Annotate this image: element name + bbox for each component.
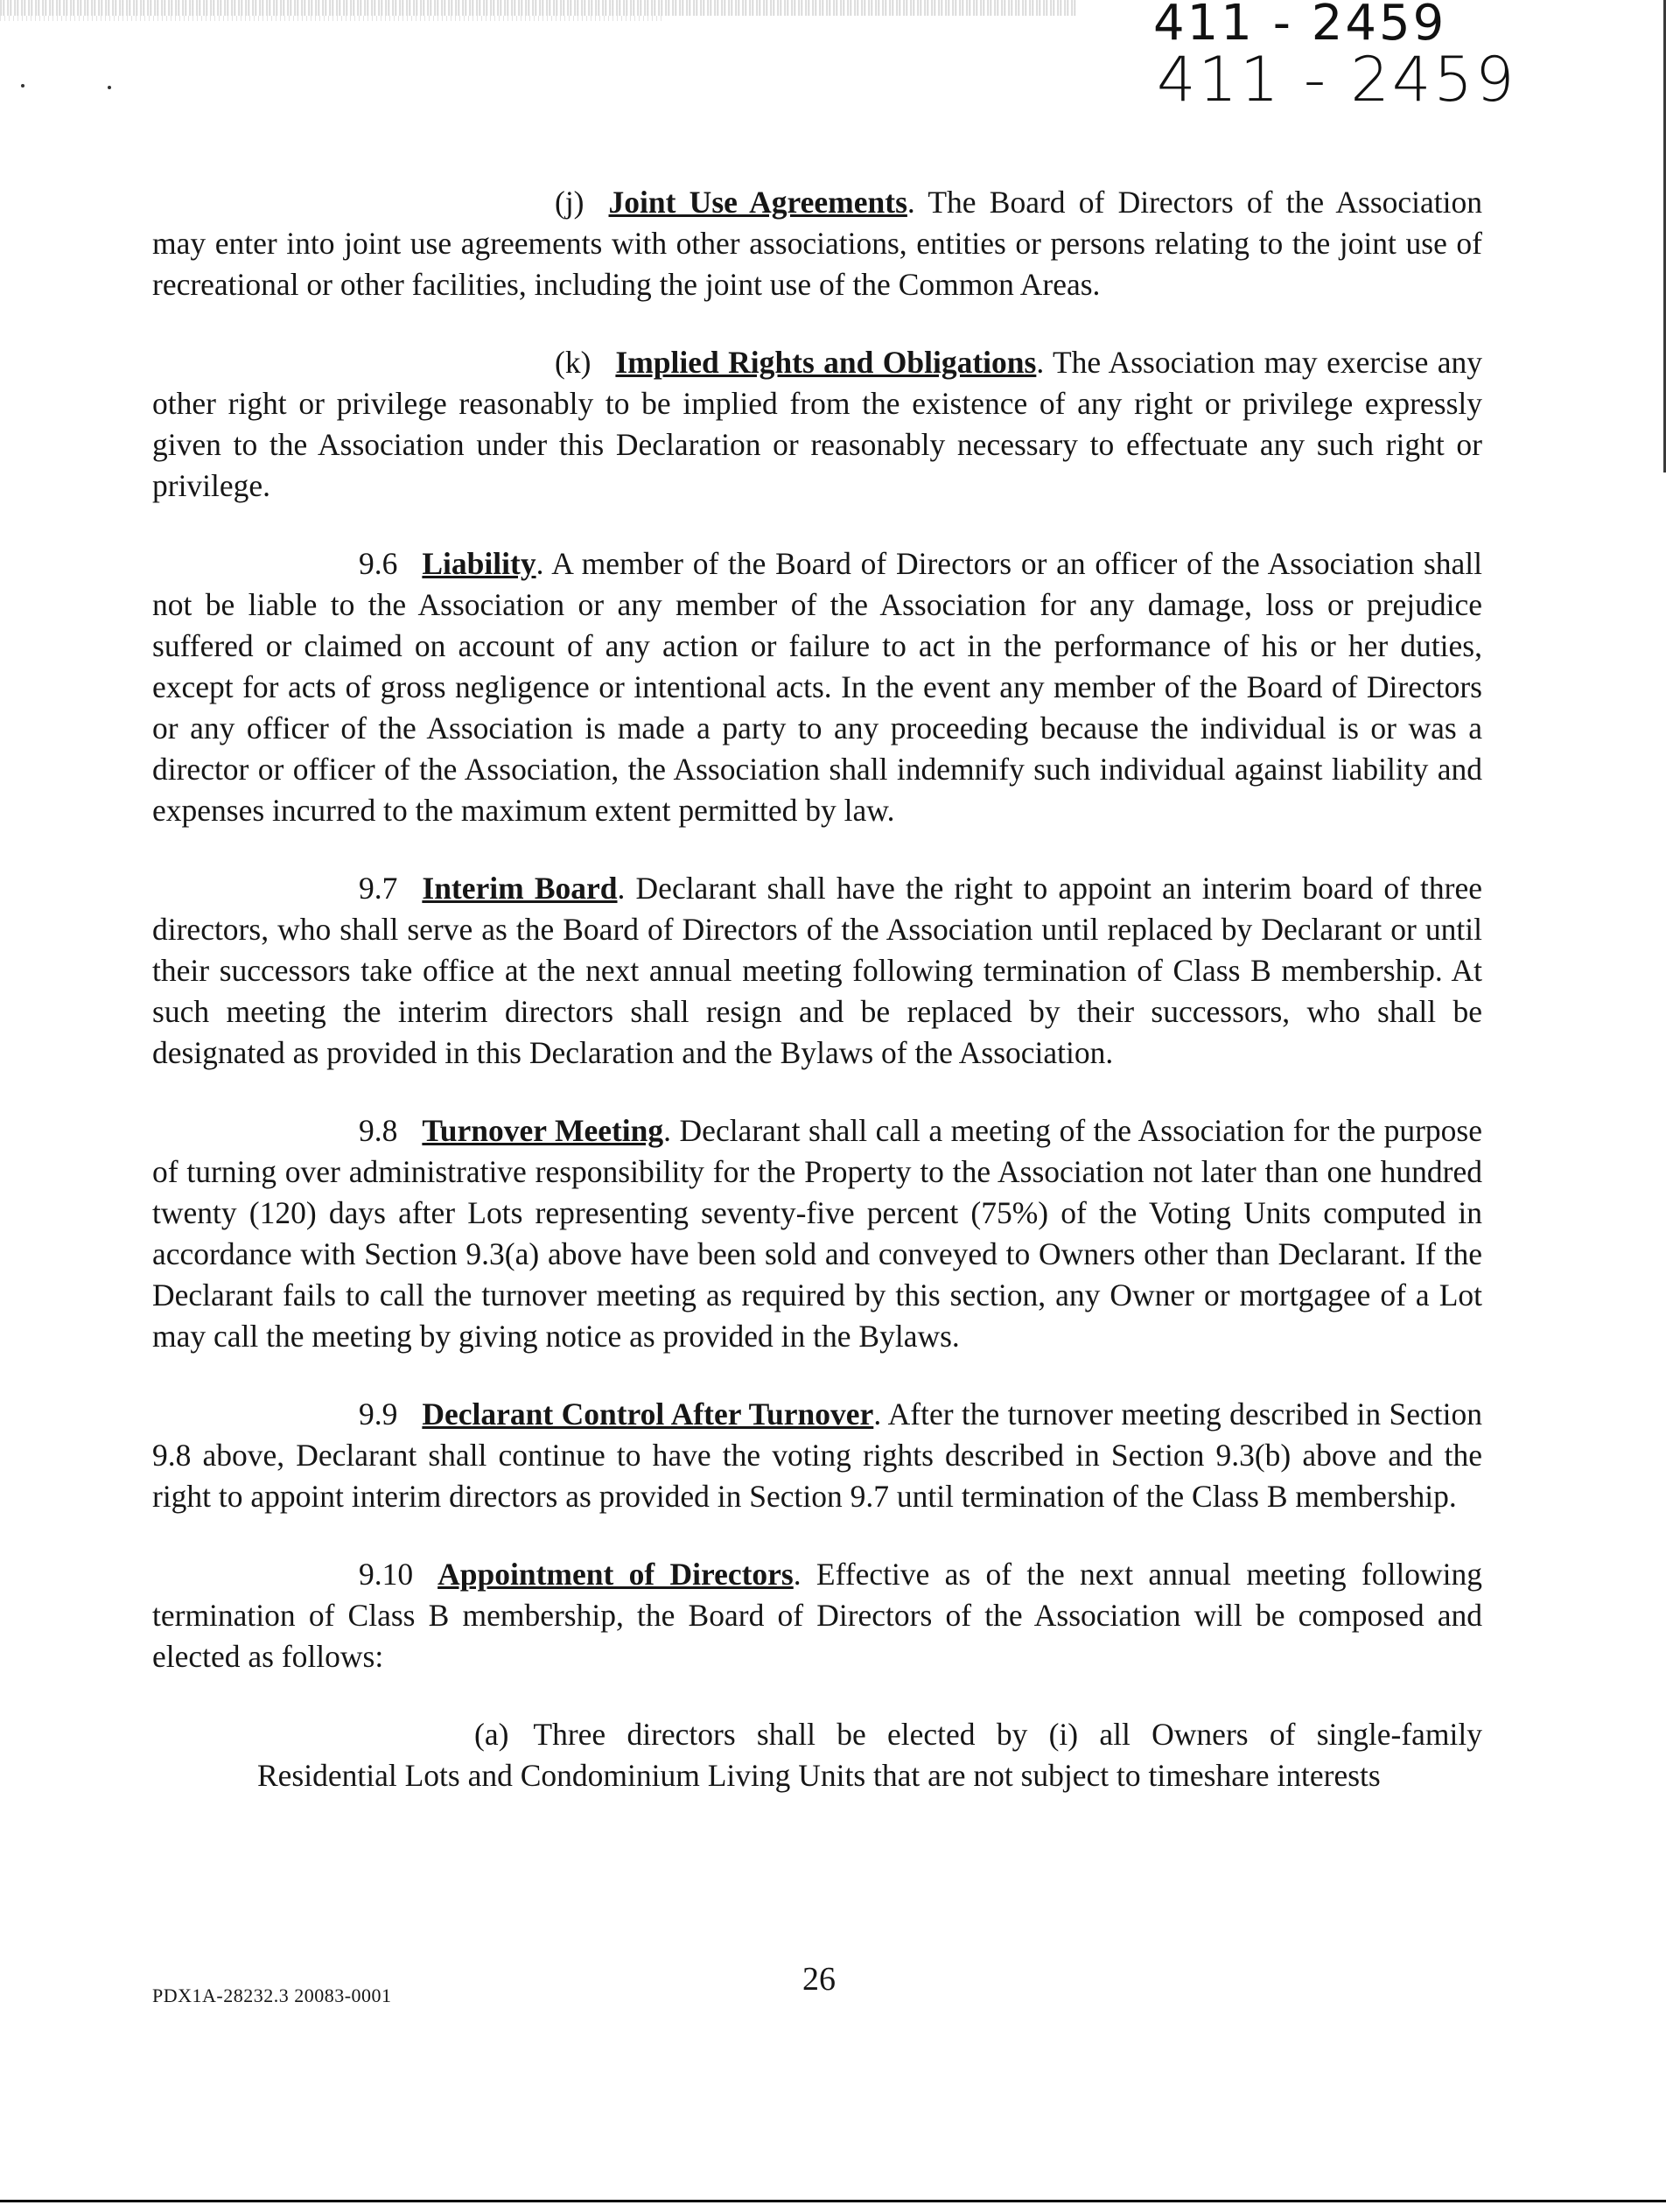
paragraph-label: (k) [555,345,592,380]
paragraph-text: . After the turnover meeting described in Section 9.8 above, Declarant shall continue to have the voting rights described in Section 9.3(b) above and the right to appoint interim directors as provided in Section 9.7 until termination of the Class B membership. [152,1396,1482,1514]
page-number: 26 [802,1961,836,1998]
paragraph-9-7 [152,868,1482,1074]
scan-speck [21,84,24,88]
paragraph-k [152,342,1482,507]
paragraph-label: 9.10 [359,1557,414,1592]
paragraph-9-10-a [257,1714,1482,1796]
handwritten-number-main: 411 - 2459 [1157,44,1517,116]
paragraph-text: . Effective as of the next annual meeting following termination of Class B membership, the Board of Directors of the Association will be composed and elected as follows: [152,1557,1483,1674]
paragraph-text: . The Association may exercise any other right or privilege reasonably to be implied from the existence of any right or privilege expressly given to the Association under this Declaration or reasonably necessary to effectuate any such right or privilege. [152,345,1482,503]
scan-noise-top-2 [0,16,665,21]
paragraph-label: 9.7 [359,871,398,906]
section-heading: Liability [422,546,536,581]
scan-speck [108,86,111,89]
document-body [152,182,1482,1833]
paragraph-text: . A member of the Board of Directors or an officer of the Association shall not be liable to the Association or any member of the Association for any damage, loss or prejudice suffered or claimed on account of any action or failure to act in the performance of his or her duties, except for acts of gross negligence or intentional acts. In the event any member of the Board of Directors or any officer of the Association is made a party to any proceeding because the individual is or was a director or officer of the Association, the Association shall indemnify such individual against liability and expenses incurred to the maximum extent permitted by law. [152,546,1482,828]
paragraph-9-9 [152,1394,1482,1517]
paragraph-text: . Declarant shall call a meeting of the Association for the purpose of turning over administrative responsibility for the Property to the Association not later than one hundred twenty (120) days after Lots representing seventy-five percent (75%) of the Voting Units computed in accordance with Section 9.3(a) above have been sold and conveyed to Owners other than Declarant. If the Declarant fails to call the turnover meeting as required by this section, any Owner or mortgagee of a Lot may call the meeting by giving notice as provided in the Bylaws. [152,1113,1482,1354]
paragraph-9-8 [152,1110,1482,1357]
paragraph-label: 9.9 [359,1396,398,1432]
paragraph-label: (j) [555,185,584,220]
section-heading: Appointment of Directors [438,1557,794,1592]
paragraph-text: Three directors shall be elected by (i) all Owners of single-family Residential Lots and Condominium Living Units that are not subject to timeshare interests [257,1717,1482,1793]
section-heading: Interim Board [422,871,618,906]
paragraph-label: 9.8 [359,1113,398,1148]
section-heading: Joint Use Agreements [608,185,907,220]
scan-bottom-edge [0,2200,1666,2202]
section-heading: Implied Rights and Obligations [615,345,1037,380]
section-heading: Turnover Meeting [422,1113,664,1148]
handwritten-number-top: 411 - 2459 [1153,0,1447,52]
paragraph-label: 9.6 [359,546,398,581]
paragraph-text: . Declarant shall have the right to appoint an interim board of three directors, who shall serve as the Board of Directors of the Association until replaced by Declarant or until their successors take office at the next annual meeting following termination of Class B membership. At such meeting the interim directors shall resign and be replaced by their successors, who shall be designated as provided in this Declaration and the Bylaws of the Association. [152,871,1482,1070]
scan-noise-top [0,0,1076,16]
paragraph-9-6 [152,543,1482,831]
paragraph-9-10 [152,1554,1482,1677]
paragraph-text: . The Board of Directors of the Association may enter into joint use agreements with other associations, entities or persons relating to the joint use of recreational or other facilities, including the joint use of the Common Areas. [152,185,1482,302]
paragraph-label: (a) [474,1717,509,1752]
section-heading: Declarant Control After Turnover [422,1396,874,1432]
paragraph-j [152,182,1482,305]
footer-document-id: PDX1A-28232.3 20083-0001 [152,1984,392,2006]
